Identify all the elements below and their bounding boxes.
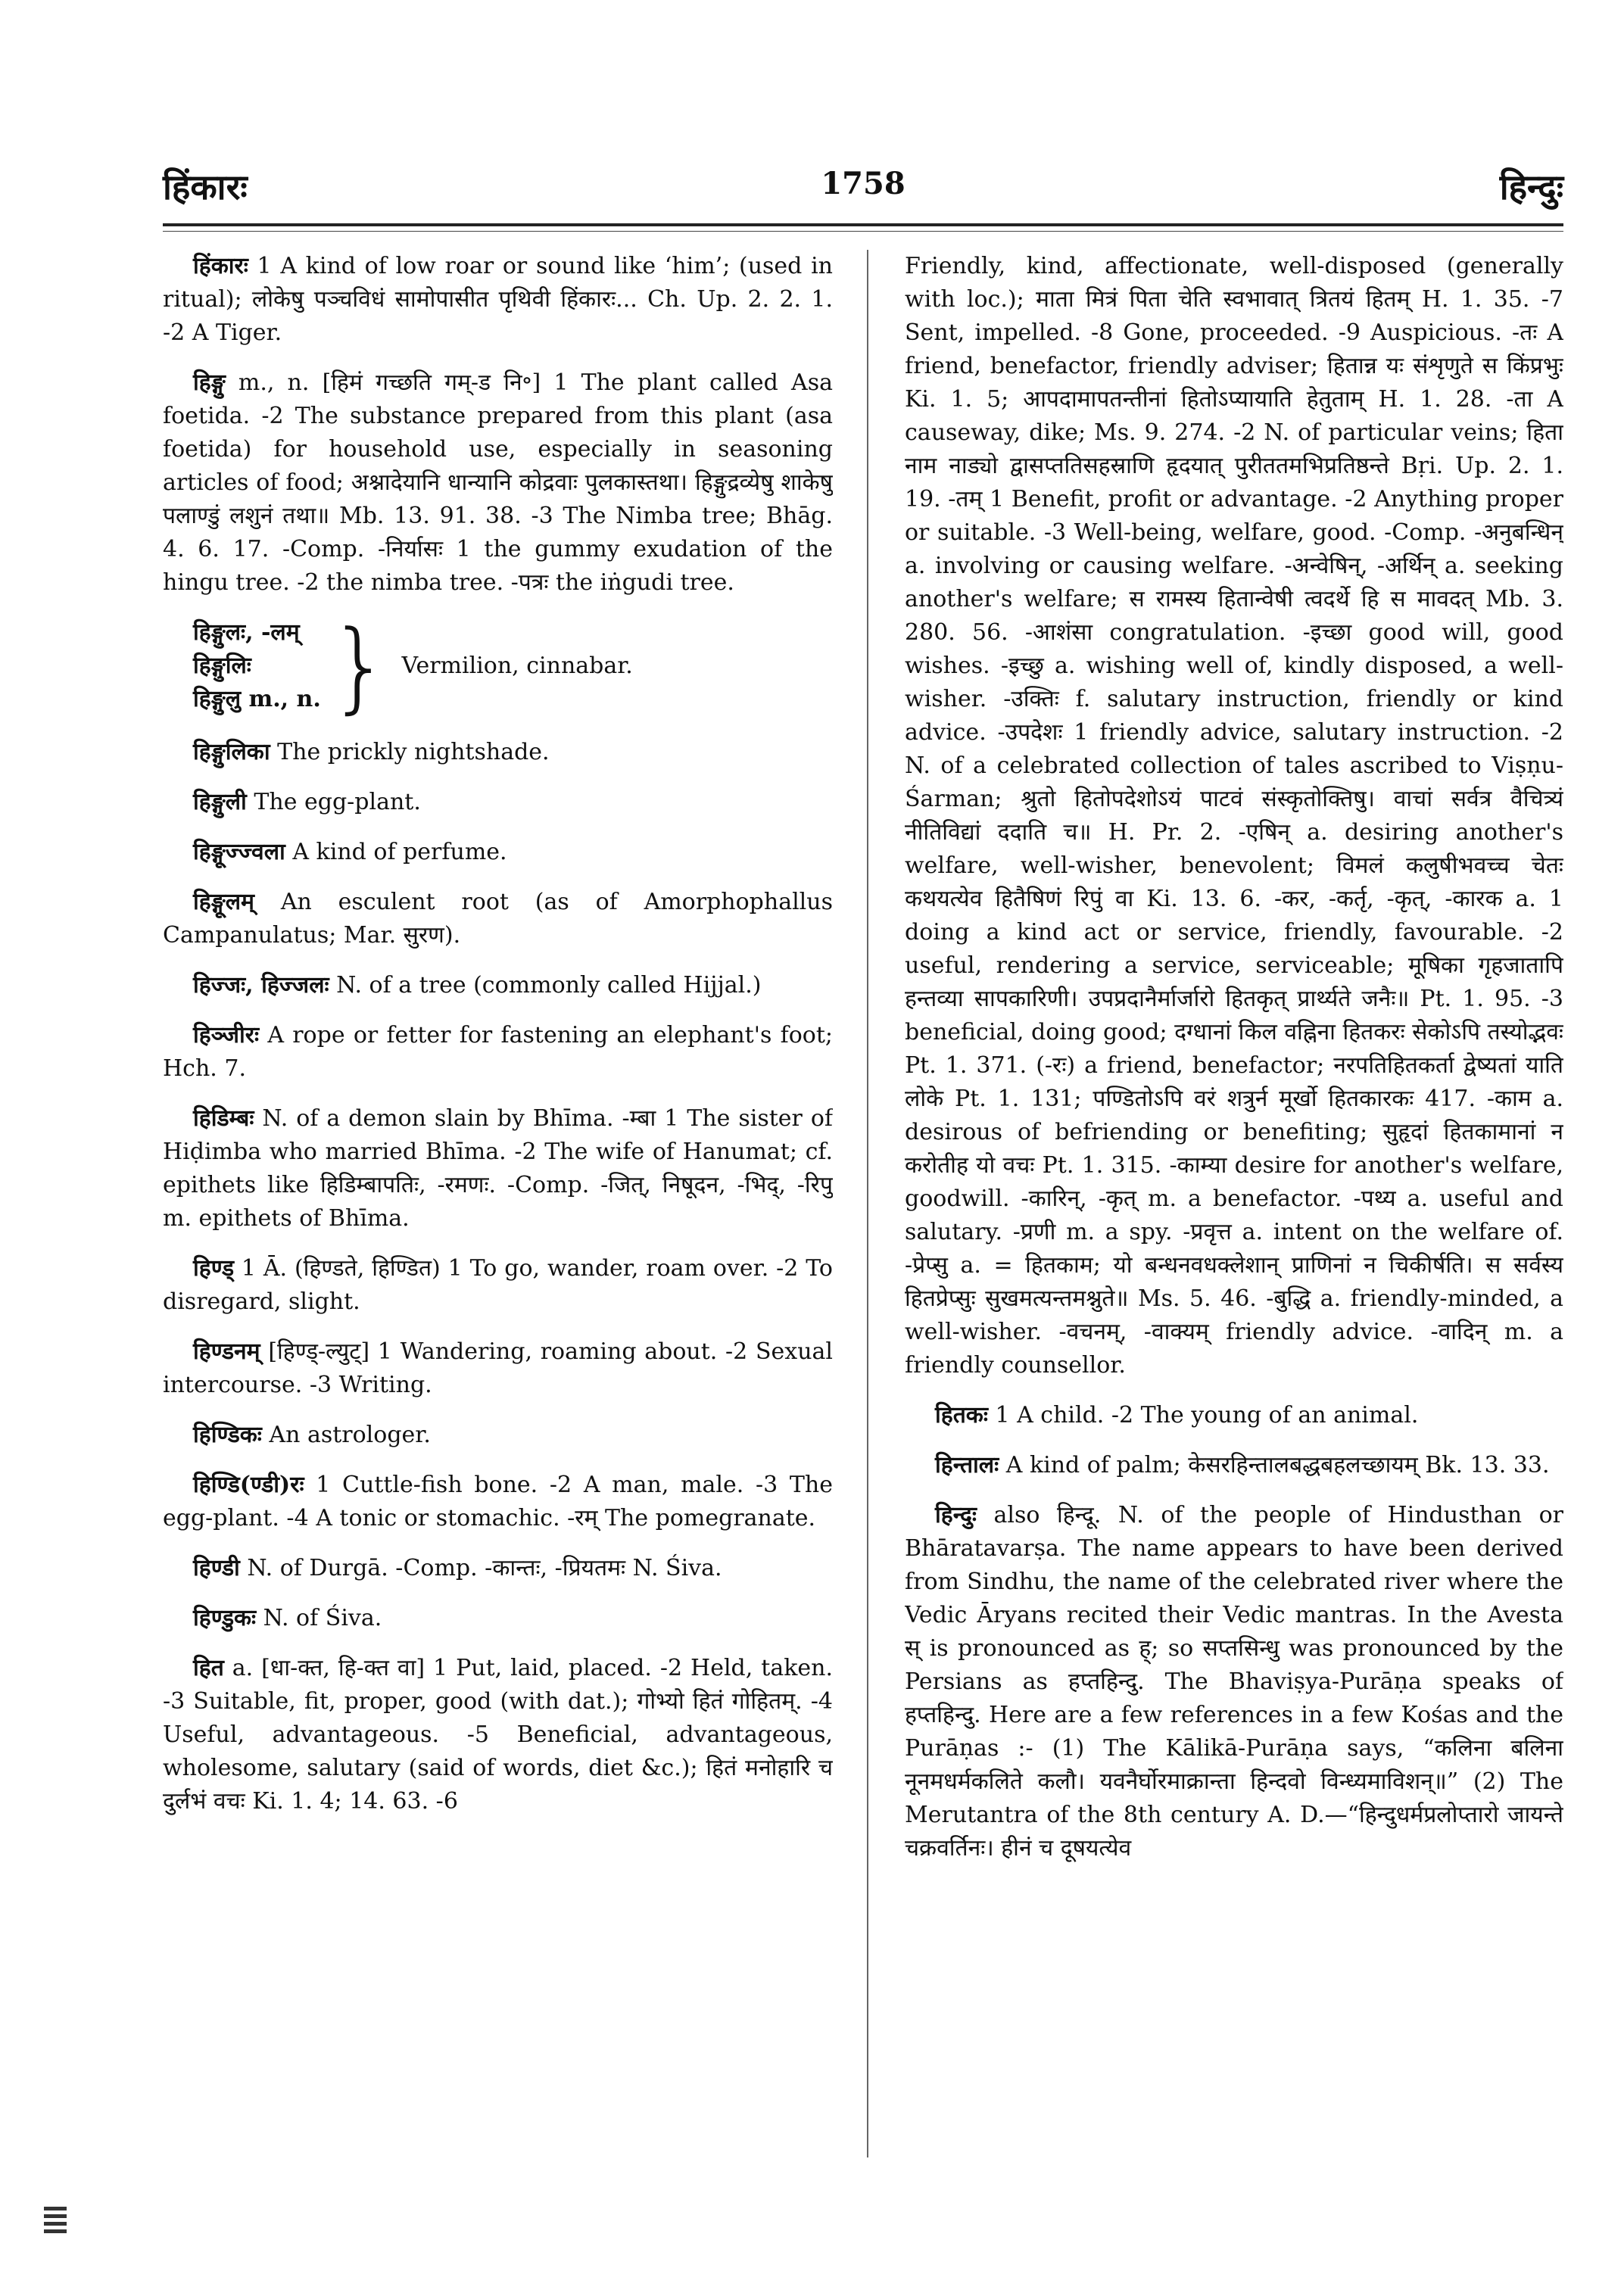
dictionary-entry: [163, 1335, 833, 1402]
entry-text: 1 A child. -2 The young of an animal.: [995, 1402, 1419, 1428]
dictionary-entry: [163, 1419, 833, 1452]
left-column: [163, 250, 833, 2248]
entry-headword: हिङ्गुली: [193, 789, 247, 815]
entry-headword: हिंकारः: [193, 253, 248, 279]
margin-mark-icon: [44, 2207, 67, 2245]
entry-headword: हिण्डी: [193, 1555, 240, 1581]
entry-text: 1 A kind of low roar or sound like ‘him’; (used in ritual); लोकेषु पञ्चविधं सामोपासीत पृथिवी हिंकारः... Ch. Up. 2. 2. 1. -2 A Tiger.: [163, 253, 833, 346]
entry-headword: हिण्डिकः: [193, 1422, 262, 1448]
entry-headword: हिन्दुः: [935, 1502, 977, 1528]
dictionary-entry: [163, 886, 833, 952]
entry-headword: हिण्ड्: [193, 1255, 234, 1282]
entry-text: An astrologer.: [269, 1422, 431, 1448]
entry-text: A rope or fetter for fastening an elephant's foot; Hch. 7.: [163, 1022, 833, 1082]
brace-headword: हिङ्गुलिः: [193, 653, 251, 679]
entry-headword: हिञ्जीरः: [193, 1022, 260, 1048]
brace-entry-group: [193, 609, 833, 724]
entry-text: The egg-plant.: [254, 789, 421, 815]
column-divider: [867, 250, 868, 2157]
entry-text: N. of a tree (commonly called Hijjal.): [336, 972, 762, 999]
header-right-guideword: हिन्दुः: [1499, 167, 1563, 207]
entry-text: N. of Śiva.: [263, 1605, 382, 1631]
brace-headword: हिङ्गुलु m., n.: [193, 686, 321, 712]
entry-text: An esculent root (as of Amorphophallus Campanulatus; Mar. सुरण).: [163, 889, 833, 949]
entry-text: a. [धा-क्त, हि-क्त वा] 1 Put, laid, placed. -2 Held, taken. -3 Suitable, fit, proper, good (with dat.); गोभ्यो हितं गोहितम्. -4 Useful, advantageous. -5 Beneficial, advantageous, wholesome, salutary (said of words, diet &c.); हितं मनोहारि च दुर्लभं वचः Ki. 1. 4; 14. 63. -6: [163, 1655, 833, 1815]
dictionary-entry: [163, 1469, 833, 1535]
entry-text: 1 Ā. (हिण्डते, हिण्डित) 1 To go, wander, roam over. -2 To disregard, slight.: [163, 1255, 833, 1315]
header-rule: [163, 223, 1563, 232]
dictionary-entry: [163, 1019, 833, 1086]
dictionary-entry: [163, 1102, 833, 1235]
entry-text: [हिण्ड्-ल्युट्] 1 Wandering, roaming about. -2 Sexual intercourse. -3 Writing.: [163, 1338, 833, 1398]
page-number: 1758: [821, 166, 906, 201]
brace-definition: Vermilion, cinnabar.: [401, 653, 633, 679]
entry-headword: हिण्डुकः: [193, 1605, 257, 1631]
entry-text: m., n. [हिमं गच्छति गम्-ड नि॰] 1 The plant called Asa foetida. -2 The substance prepared from this plant (asa foetida) for household use, especially in seasoning articles of food; अश्नादेयानि धान्यानि कोद्रवाः पुलकास्तथा। हिङ्गुद्रव्येषु शाकेषु पलाण्डुं लशुनं तथा॥ Mb. 13. 91. 38. -3 The Nimba tree; Bhāg. 4. 6. 17. -Comp. -निर्यासः 1 the gummy exudation of the hingu tree. -2 the nimba tree. -पत्रः the iṅgudi tree.: [163, 369, 833, 596]
dictionary-entry: [163, 1552, 833, 1585]
dictionary-entry: [905, 1399, 1563, 1432]
page-header: [163, 163, 1563, 231]
entry-headword: हिङ्गु: [193, 369, 226, 396]
entry-text: also हिन्दू. N. of the people of Hindusthan or Bhāratavarṣa. The name appears to have been derived from Sindhu, the name of the celebrated river where the Vedic Āryans recited their Vedic mantras. In the Avesta स् is pronounced as ह्; so सप्तसिन्धु was pronounced by the Persians as हप्तहिन्दु. The Bhaviṣya-Purāṇa speaks of हप्तहिन्दु. Here are a few references in a few Kośas and the Purāṇas :- (1) The Kālikā-Purāṇa says, “कलिना बलिना नूनमधर्मकलिते कलौ। यवनैर्घोरमाक्रान्ता हिन्दवो विन्ध्यमाविशन्॥” (2) The Merutantra of the 8th century A. D.—“हिन्दुधर्मप्रलोप्तारो जायन्ते चक्रवर्तिनः। हीनं च दूषयत्येव: [905, 1502, 1563, 1862]
entry-text: N. of Durgā. -Comp. -कान्तः, -प्रियतमः N. Śiva.: [247, 1555, 722, 1581]
dictionary-entry: [163, 250, 833, 350]
right-column: [905, 250, 1563, 2248]
dictionary-entry: [163, 1252, 833, 1319]
dictionary-entry: [905, 1499, 1563, 1865]
entry-headword: हिङ्गूलम्: [193, 889, 254, 915]
entry-headword: हिडिम्बः: [193, 1105, 254, 1132]
entry-text: Friendly, kind, affectionate, well-disposed (generally with loc.); माता मित्रं पिता चेति स्वभावात् त्रितयं हितम् H. 1. 35. -7 Sent, impelled. -8 Gone, proceeded. -9 Auspicious. -तः A friend, benefactor, friendly adviser; हितान्न यः संशृणुते स किंप्रभुः Ki. 1. 5; आपदामापतन्तीनां हितोऽप्यायाति हेतुताम् H. 1. 28. -ता A causeway, dike; Ms. 9. 274. -2 N. of particular veins; हिता नाम नाड्यो द्वासप्ततिसहस्राणि हृदयात् पुरीततमभिप्रतिष्ठन्ते Bṛi. Up. 2. 1. 19. -तम् 1 Benefit, profit or advantage. -2 Anything proper or suitable. -3 Well-being, welfare, good. -Comp. -अनुबन्धिन् a. involving or causing welfare. -अन्वेषिन्, -अर्थिन् a. seeking another's welfare; स रामस्य हितान्वेषी त्वदर्थे हि स मावदत् Mb. 3. 280. 56. -आशंसा congratulation. -इच्छा good will, good wishes. -इच्छु a. wishing well of, kindly disposed, a well-wisher. -उक्तिः f. salutary instruction, friendly or kind advice. -उपदेशः 1 friendly advice, salutary instruction. -2 N. of a celebrated collection of tales ascribed to Viṣṇu-Śarman; श्रुतो हितोपदेशोऽयं पाटवं संस्कृतोक्तिषु। वाचां सर्वत्र वैचित्र्यं नीतिविद्यां ददाति च॥ H. Pr. 2. -एषिन् a. desiring another's welfare, well-wisher, benevolent; विमलं कलुषीभवच्च चेतः कथयत्येव हितैषिणं रिपुं वा Ki. 13. 6. -कर, -कर्तृ, -कृत्, -कारक a. 1 doing a kind act or service, friendly, favourable. -2 useful, rendering a service, serviceable; मूषिका गृहजातापि हन्तव्या सापकारिणी। उपप्रदानैर्मार्जारो हितकृत् प्रार्थ्यते जनैः॥ Pt. 1. 95. -3 beneficial, doing good; दग्धानां किल वह्निना हितकरः सेकोऽपि तस्योद्भवः Pt. 1. 371. (-रः) a friend, benefactor; नरपतिहितकर्ता द्वेष्यतां याति लोके Pt. 1. 131; पण्डितोऽपि वरं शत्रुर्न मूर्खो हितकारकः 417. -काम a. desirous of befriending or benefiting; सुहृदां हितकामानां न करोतीह यो वचः Pt. 1. 315. -काम्या desire for another's welfare, goodwill. -कारिन्, -कृत् m. a benefactor. -पथ्य a. useful and salutary. -प्रणी m. a spy. -प्रवृत्त a. intent on the welfare of. -प्रेप्सु a. = हितकाम; यो बन्धनवधक्लेशान् प्राणिनां न चिकीर्षति। स सर्वस्य हितप्रेप्सुः सुखमत्यन्तमश्नुते॥ Ms. 5. 46. -बुद्धि a. friendly-minded, a well-wisher. -वचनम्, -वाक्यम् friendly advice. -वादिन् m. a friendly counsellor.: [905, 253, 1563, 1379]
entry-text: A kind of perfume.: [292, 839, 507, 865]
brace-headword: हिङ्गुलः, -लम्: [193, 619, 300, 646]
entry-headword: हित: [193, 1655, 224, 1681]
entry-text: The prickly nightshade.: [277, 739, 550, 765]
dictionary-entry: [163, 1602, 833, 1635]
dictionary-entry: [163, 969, 833, 1002]
entry-headword: हिन्तालः: [935, 1452, 999, 1478]
dictionary-entry: [163, 366, 833, 600]
entry-text: 1 Cuttle-fish bone. -2 A man, male. -3 The egg-plant. -4 A tonic or stomachic. -रम् The pomegranate.: [163, 1472, 833, 1531]
header-left-guideword: हिंकारः: [163, 167, 248, 207]
entry-headword: हिण्डि(ण्डी)रः: [193, 1472, 304, 1498]
entry-headword: हिण्डनम्: [193, 1338, 260, 1365]
entry-headword: हिङ्गुलिका: [193, 739, 270, 765]
entry-text: N. of a demon slain by Bhīma. -म्बा 1 The sister of Hiḍimba who married Bhīma. -2 The wife of Hanumat; cf. epithets like हिडिम्बापतिः, -रमणः. -Comp. -जित्, निषूदन, -भिद्, -रिपु m. epithets of Bhīma.: [163, 1105, 833, 1232]
entry-text: A kind of palm; केसरहिन्तालबद्धबहलच्छायम् Bk. 13. 33.: [1005, 1452, 1550, 1478]
dictionary-entry: [905, 250, 1563, 1382]
dictionary-entry: [163, 736, 833, 769]
dictionary-entry: [163, 836, 833, 869]
entry-headword: हितकः: [935, 1402, 988, 1428]
entry-headword: हिज्जः, हिज्जलः: [193, 972, 329, 999]
dictionary-entry: [905, 1449, 1563, 1482]
dictionary-entry: [163, 1652, 833, 1818]
dictionary-entry: [163, 786, 833, 819]
right-brace-icon: }: [328, 609, 391, 724]
entry-headword: हिङ्गूज्ज्वला: [193, 839, 285, 865]
